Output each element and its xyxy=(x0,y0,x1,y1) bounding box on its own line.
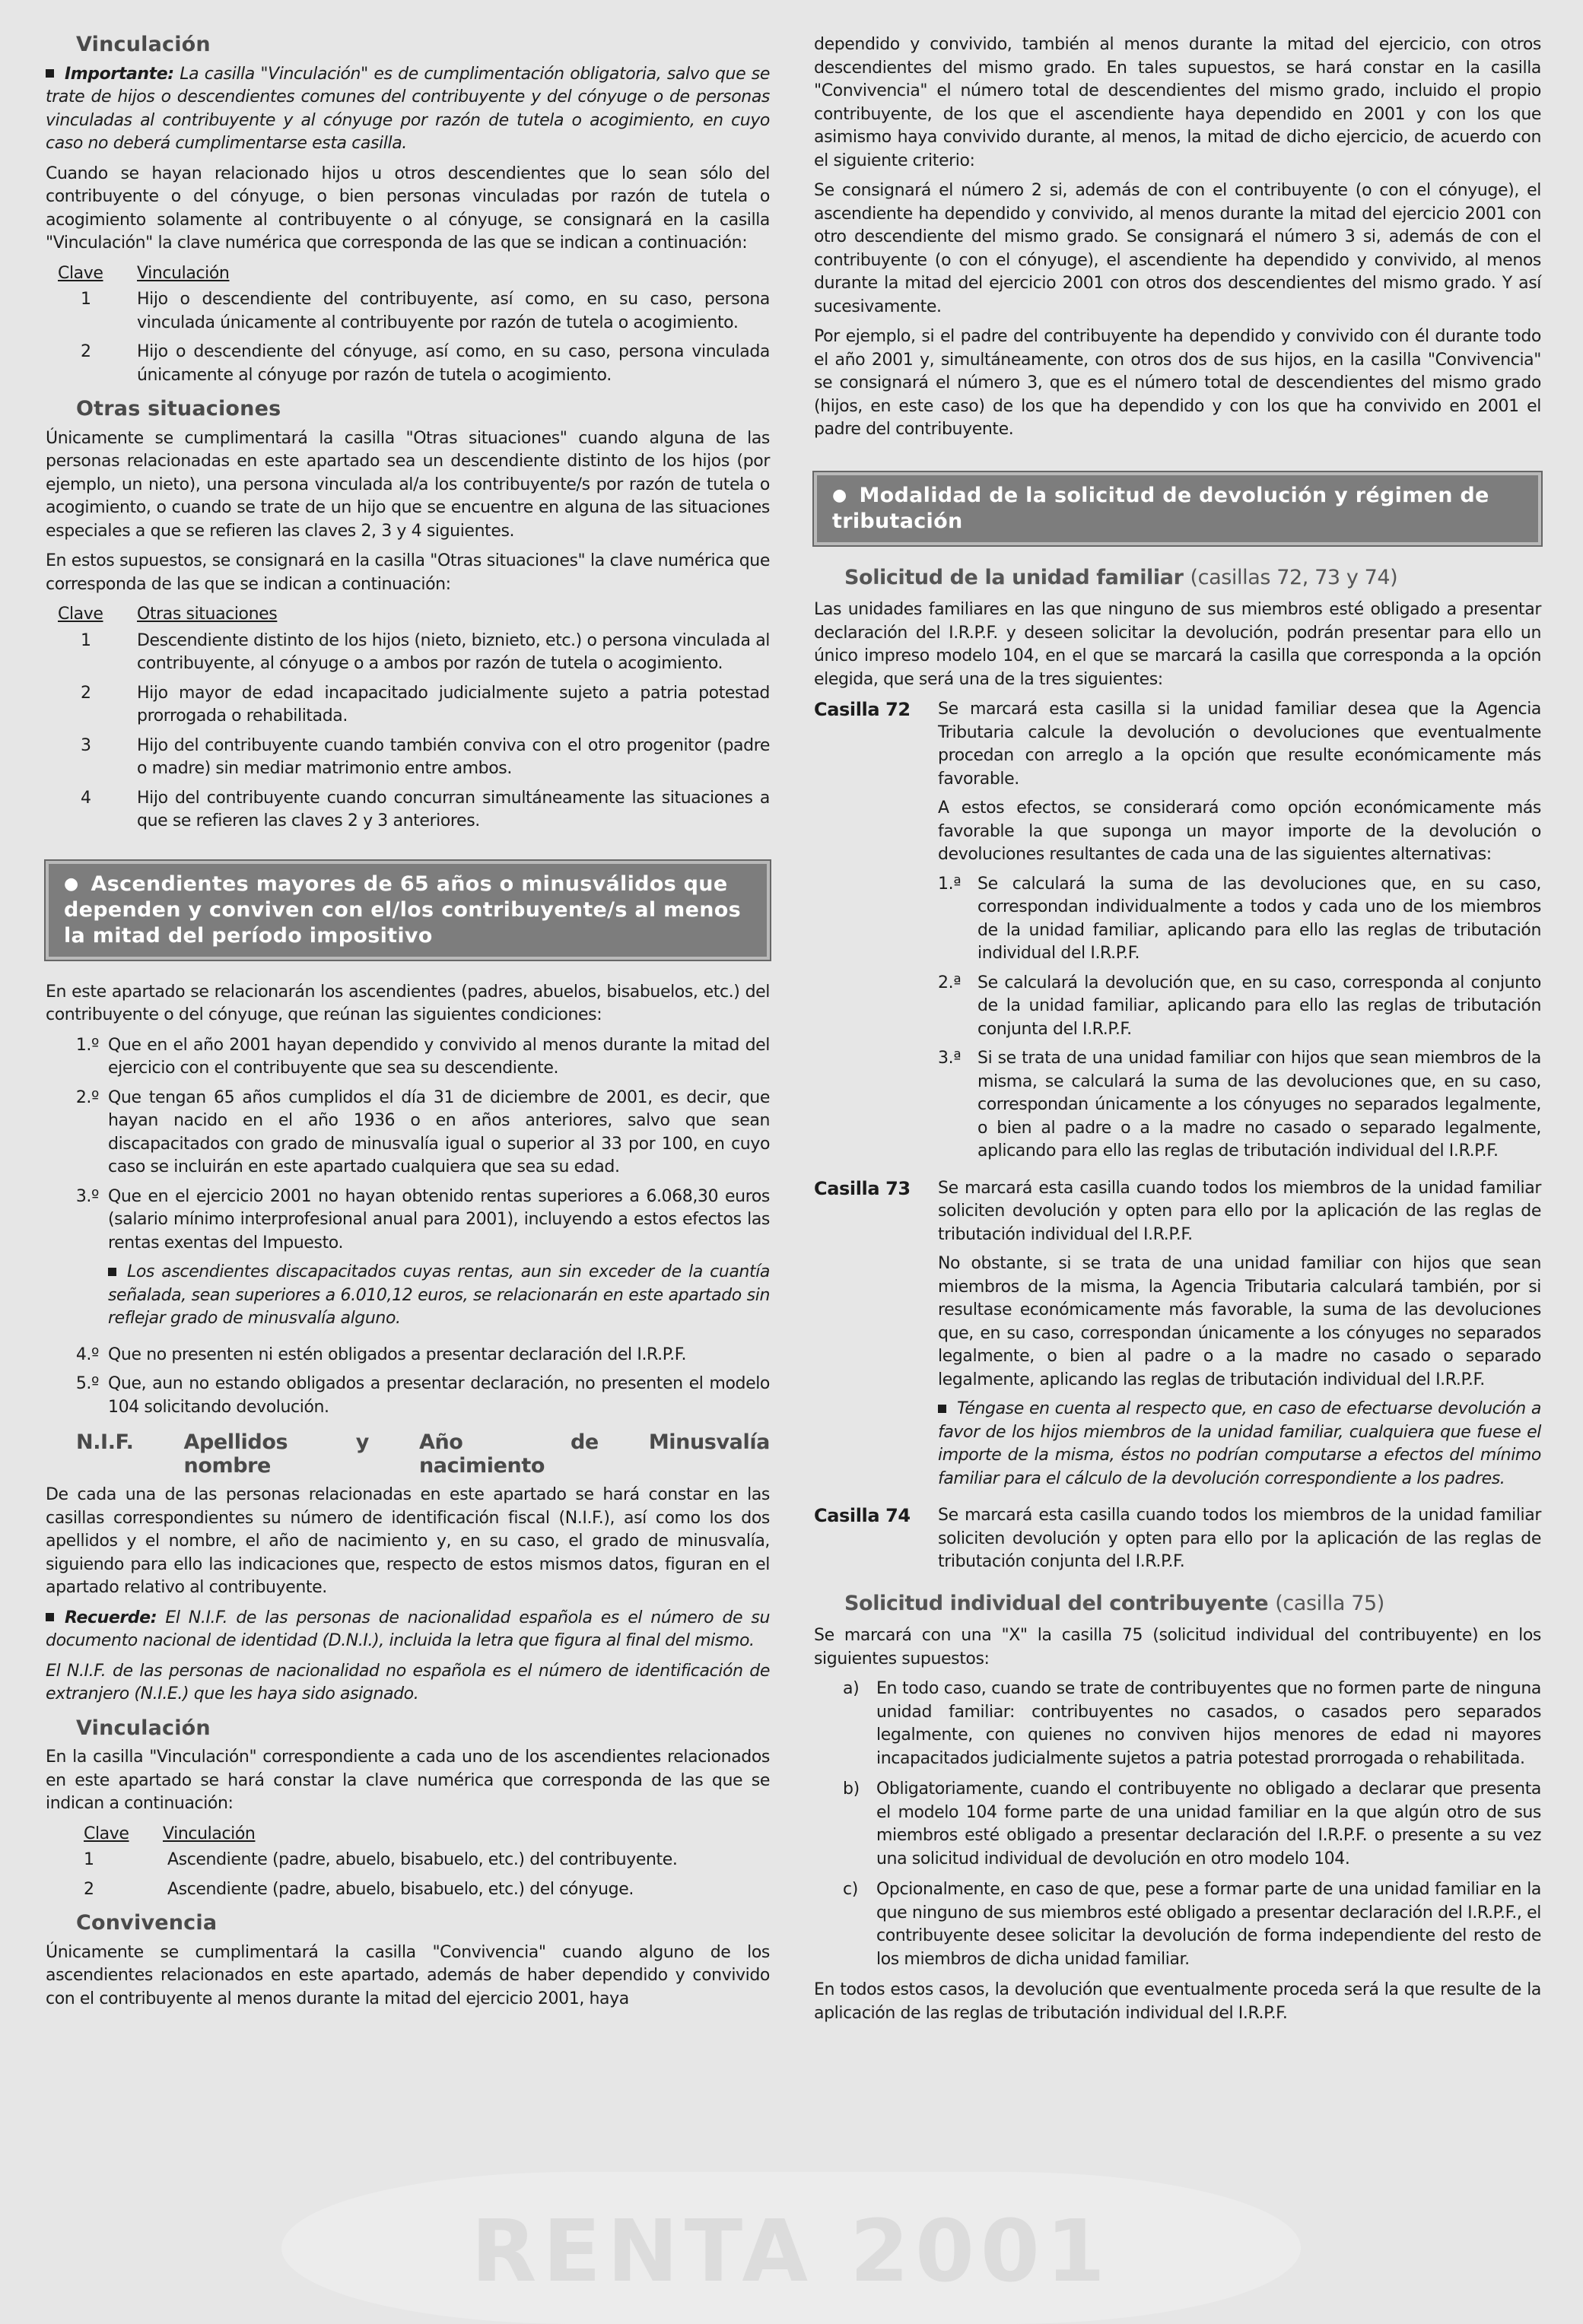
paragraph: A estos efectos, se considerará como opción económicamente más favorable la que suponga un mayor importe de la devolución o devoluciones resultantes de cada una de las siguientes alternativas: xyxy=(938,798,1541,864)
clave-key: 2 xyxy=(84,1879,94,1899)
supuesto-item xyxy=(814,1878,1541,1971)
casilla-label: Casilla 74 xyxy=(814,1505,911,1526)
clave-header xyxy=(84,1823,770,1846)
condition-text: Que tengan 65 años cumplidos el día 31 de diciembre de 2001, es decir, que hayan nacido en el año 1936 o en años anteriores, salvo que sean discapacitados con grado de minusvalía igual o superior al 33 por 100, en cuyo caso se incluirán en este apartado cualquiera que sea su edad. xyxy=(108,1087,770,1176)
casilla-74 xyxy=(814,1504,1541,1580)
clave-value: Hijo o descendiente del contribuyente, así como, en su caso, persona vinculada únicamente al contribuyente por razón de tutela o acogimiento. xyxy=(137,290,770,332)
paragraph: Únicamente se cumplimentará la casilla "Otras situaciones" cuando alguna de las personas relacionadas en este apartado sea un descendiente distinto de los hijos (por ejemplo, un nieto), una persona vinculada al/a los contribuyente/s por razón de tutela o acogimiento, o cuando se trate de un hijo que se encuentre en alguna de las situaciones especiales a que se refieren las claves 2, 3 y 4 siguientes. xyxy=(46,428,770,541)
paragraph: Cuando se hayan relacionado hijos u otros descendientes que lo sean sólo del contribuyente o del cónyuge, o bien personas vinculadas por razón de tutela o acogimiento solamente al contribuyente o al cónyuge, se consignará en la casilla "Vinculación" la clave numérica que corresponda de las que se indican a continuación: xyxy=(46,164,770,252)
clave-header-key: Clave xyxy=(58,605,103,624)
clave-header-label: Vinculación xyxy=(137,263,230,283)
note-cond3 xyxy=(108,1261,770,1331)
paragraph: De cada una de las personas relacionadas en este apartado se hará constar en las casillas correspondientes su número de identificación fiscal (N.I.F.), así como los dos apellidos y el nombre, el año de nacimiento y, en su caso, el grado de minusvalía, siguiendo para ello las indicaciones que, respecto de estos mismos datos, figuran en el apartado relativo al contribuyente. xyxy=(46,1485,770,1597)
clave-key: 1 xyxy=(81,290,91,309)
condition-item xyxy=(46,1186,770,1256)
paragraph: En estos supuestos, se consignará en la casilla "Otras situaciones" la clave numérica que corresponda de las que se indican a continuación: xyxy=(46,551,770,594)
heading-text: Solicitud individual del contribuyente xyxy=(844,1591,1269,1615)
condition-number: 4.º xyxy=(75,1345,99,1364)
alternative-number: 2.ª xyxy=(938,973,962,992)
supuesto-letter: c) xyxy=(843,1880,858,1899)
note-recuerde xyxy=(46,1607,770,1653)
paragraph: Por ejemplo, si el padre del contribuyente ha dependido y convivido con él durante todo el año 2001 y, simultáneamente, con otros dos de sus hijos, en la casilla "Convivencia" se consignará el número 3, que es el número total de descendientes del mismo grado (hijos, en este caso) de los que ha dependido y con los que ha convivido en 2001 el padre del contribuyente. xyxy=(814,327,1541,439)
heading-convivencia: Convivencia xyxy=(76,1911,218,1935)
condition-number: 5.º xyxy=(75,1374,99,1393)
condition-number: 1.º xyxy=(75,1035,99,1055)
heading-vinculacion-ascendientes: Vinculación xyxy=(76,1716,211,1740)
banner-title: Modalidad de la solicitud de devolución y régimen de tributación xyxy=(832,483,1489,533)
paragraph: Se consignará el número 2 si, además de con el contribuyente (o con el cónyuge), el ascendiente ha dependido y convivido, al menos durante la mitad del ejercicio 2001 con otro descendiente del mismo grado. Se consignará el número 3 si, además de con el contribuyente (o con el cónyuge), el ascendiente ha dependido y convivido, al menos durante la mitad del ejercicio 2001 con otros dos descendientes del mismo grado. Y así sucesivamente. xyxy=(814,181,1541,316)
clave-header xyxy=(58,262,770,286)
clave-key: 1 xyxy=(84,1850,94,1869)
clave-value: Ascendiente (padre, abuelo, bisabuelo, etc.) del cónyuge. xyxy=(167,1879,634,1899)
condition-note xyxy=(46,1261,770,1338)
condition-item xyxy=(46,1373,770,1419)
heading-sub: (casilla 75) xyxy=(1275,1591,1384,1615)
casilla-72 xyxy=(814,698,1541,1170)
note-c73 xyxy=(938,1398,1541,1491)
condition-text: Que no presenten ni estén obligados a presentar declaración del I.R.P.F. xyxy=(108,1345,687,1364)
supuesto-letter: a) xyxy=(843,1679,860,1698)
clave-item xyxy=(46,630,770,676)
paragraph: En este apartado se relacionarán los ascendientes (padres, abuelos, bisabuelos, etc.) del contribuyente o del cónyuge, que reúnan las siguientes condiciones: xyxy=(46,982,770,1024)
clave-value: Ascendiente (padre, abuelo, bisabuelo, etc.) del contribuyente. xyxy=(167,1850,678,1869)
note-recuerde-2: El N.I.F. de las personas de nacionalidad no española es el número de identificación de extranjero (N.I.E.) que les haya sido asignado. xyxy=(46,1661,770,1703)
condition-text: Que en el año 2001 hayan dependido y convivido al menos durante la mitad del ejercicio con el contribuyente que sea su descendiente. xyxy=(108,1035,770,1078)
clave-value: Descendiente distinto de los hijos (nieto, biznieto, etc.) o persona vinculada al contribuyente, al cónyuge o a ambos por razón de tutela o acogimiento. xyxy=(137,630,770,673)
alternative-item xyxy=(938,972,1541,1042)
field-nif: N.I.F. xyxy=(76,1430,134,1454)
clave-header xyxy=(58,603,770,627)
note-label: Importante: xyxy=(65,64,174,84)
supuesto-text: Opcionalmente, en caso de que, pese a formar parte de una unidad familiar en la que ninguno de sus miembros esté obligado a presentar declaración del I.R.P.F., el contribuyente desee solicitar la devolución de forma independiente del resto de los miembros de dicha unidad familiar. xyxy=(876,1880,1541,1969)
note-text: Téngase en cuenta al respecto que, en caso de efectuarse devolución a favor de los hijos miembros de la unidad familiar, cualquiera que fuese el importe de la misma, éstos no podrían computarse a efectos del mínimo familiar para el cálculo de la devolución correspondiente a los padres. xyxy=(938,1399,1541,1488)
condition-text: Que, aun no estando obligados a presentar declaración, no presenten el modelo 104 solicitando devolución. xyxy=(108,1374,770,1417)
section-banner-modalidad xyxy=(814,472,1541,545)
clave-item xyxy=(46,682,770,729)
right-column xyxy=(814,33,1541,2032)
clave-key: 4 xyxy=(81,788,91,808)
bullet-dot-icon: ● xyxy=(64,874,79,894)
heading-otras-situaciones: Otras situaciones xyxy=(76,397,281,421)
condition-number: 2.º xyxy=(75,1087,99,1107)
note-text: La casilla "Vinculación" es de cumplimentación obligatoria, salvo que se trate de hijos o descendientes comunes del contribuyente y del cónyuge o de personas vinculadas al contribuyente y al cónyuge por razón de tutela o acogimiento, en cuyo caso no deberá cumplimentarse esta casilla. xyxy=(46,64,770,153)
paragraph: Se marcará esta casilla si la unidad familiar desea que la Agencia Tributaria calcule la devolución o devoluciones que eventualmente procedan con arreglo a la opción que resulte económicamente más favorable. xyxy=(938,700,1541,789)
clave-key: 3 xyxy=(81,735,91,755)
clave-header-key: Clave xyxy=(58,263,103,283)
left-column xyxy=(46,33,770,2018)
clave-item xyxy=(46,787,770,833)
clave-key: 1 xyxy=(81,630,91,650)
watermark-footer xyxy=(281,2172,1301,2324)
note-text: El N.I.F. de las personas de nacionalidad española es el número de su documento nacional de identidad (D.N.I.), incluida la letra que figura al final del mismo. xyxy=(46,1608,771,1650)
alternative-number: 1.ª xyxy=(938,874,962,894)
note-text: Los ascendientes discapacitados cuyas rentas, aun sin exceder de la cuantía señalada, sean superiores a 6.010,12 euros, se relacionarán en este apartado sin reflejar grado de minusvalía alguno. xyxy=(108,1262,770,1328)
supuesto-text: En todo caso, cuando se trate de contribuyentes que no formen parte de ninguna unidad familiar: contribuyentes no casados, o casados pero separados legalmente, con quienes no conviven hijos menores de edad ni mayores incapacitados judicialmente sujetos a patria potestad prorrogada o rehabilitada. xyxy=(876,1679,1541,1768)
bullet-square-icon xyxy=(46,69,54,78)
casilla-73 xyxy=(814,1177,1541,1497)
section-banner-ascendientes xyxy=(46,861,770,960)
paragraph: Se marcará con una "X" la casilla 75 (solicitud individual del contribuyente) en los siguientes supuestos: xyxy=(814,1626,1541,1668)
clave-header-label: Vinculación xyxy=(163,1824,256,1843)
paragraph: Se marcará esta casilla cuando todos los miembros de la unidad familiar soliciten devolución y opten para ello por la aplicación de las reglas de tributación conjunta del I.R.P.F. xyxy=(938,1506,1541,1571)
casilla-label: Casilla 72 xyxy=(814,699,911,720)
condition-text: Que en el ejercicio 2001 no hayan obtenido rentas superiores a 6.068,30 euros (salario mínimo interprofesional anual para 2001), incluyendo a estos efectos las rentas exentas del Impuesto. xyxy=(108,1186,770,1252)
bullet-square-icon xyxy=(108,1268,116,1276)
heading-vinculacion: Vinculación xyxy=(76,33,211,56)
banner-title: Ascendientes mayores de 65 años o minusválidos que dependen y conviven con el/los contribuyente/s al menos la mitad del período impositivo xyxy=(64,872,741,948)
field-headings xyxy=(76,1431,770,1478)
note-importante xyxy=(46,63,770,156)
clave-item xyxy=(46,288,770,335)
bullet-dot-icon: ● xyxy=(832,485,847,505)
condition-item xyxy=(46,1034,770,1081)
clave-value: Hijo mayor de edad incapacitado judicialmente sujeto a patria potestad prorrogada o rehabilitada. xyxy=(137,683,770,725)
field-anio: Año de nacimiento xyxy=(418,1430,599,1478)
clave-item xyxy=(46,341,770,387)
bullet-square-icon xyxy=(46,1613,54,1621)
alternative-text: Se calculará la devolución que, en su caso, corresponda al conjunto de la unidad familiar, aplicando para ello las reglas de tributación conjunta del I.R.P.F. xyxy=(977,973,1541,1039)
clave-item xyxy=(46,1849,770,1872)
clave-key: 2 xyxy=(81,683,91,703)
clave-value: Hijo del contribuyente cuando también conviva con el otro progenitor (padre o madre) sin mediar matrimonio entre ambos. xyxy=(137,735,770,778)
clave-value: Hijo del contribuyente cuando concurran simultáneamente las situaciones a que se refieren las claves 2 y 3 anteriores. xyxy=(137,788,770,830)
alternative-text: Se calculará la suma de las devoluciones que, en su caso, correspondan individualmente a todos y cada uno de los miembros de la unidad familiar, aplicando para ello las reglas de tributación individual del I.R.P.F. xyxy=(977,874,1541,963)
alternative-text: Si se trata de una unidad familiar con hijos que sean miembros de la misma, se calculará la suma de las devoluciones que, en su caso, correspondan únicamente a los cónyuges no separados legalmente, o bien al padre o a la madre no casado o separado legalmente, aplicando para ello las reglas de tributación individual del I.R.P.F. xyxy=(977,1049,1541,1160)
paragraph: Únicamente se cumplimentará la casilla "Convivencia" cuando alguno de los ascendientes relacionados en este apartado, además de haber dependido y convivido con el contribuyente al menos durante la mitad del ejercicio 2001, haya xyxy=(46,1942,770,2008)
bullet-square-icon xyxy=(938,1405,946,1413)
heading-solicitud-individual xyxy=(844,1592,1541,1616)
clave-item xyxy=(46,735,770,781)
watermark-text: RENTA 2001 xyxy=(471,2202,1111,2301)
paragraph: No obstante, si se trata de una unidad familiar con hijos que sean miembros de la misma, la Agencia Tributaria calculará también, por si resultase económicamente más favorable, la suma de las devoluciones que, en su caso, correspondan únicamente a los cónyuges no separados legalmente, o bien al padre o a la madre no casado o separado legalmente, aplicando las reglas de tributación individual del I.R.P.F. xyxy=(938,1254,1541,1389)
condition-item xyxy=(46,1087,770,1179)
paragraph: dependido y convivido, también al menos durante la mitad del ejercicio, con otros descendientes del mismo grado. En tales supuestos, se hará constar en la casilla "Convivencia" el número total de descendientes del mismo grado, incluido el propio contribuyente, de los que el ascendiente haya dependido en 2001 y con los que asimismo haya convivido durante, al menos, la mitad de dicho ejercicio, de acuerdo con el siguiente criterio: xyxy=(814,35,1541,170)
clave-item xyxy=(46,1878,770,1902)
alternative-item xyxy=(938,1047,1541,1164)
heading-unidad-familiar xyxy=(844,567,1541,590)
paragraph: Se marcará esta casilla cuando todos los miembros de la unidad familiar soliciten devolución y opten para ello por la aplicación de las reglas de tributación individual del I.R.P.F. xyxy=(938,1178,1541,1244)
clave-header-key: Clave xyxy=(84,1824,129,1843)
heading-text: Solicitud de la unidad familiar xyxy=(844,565,1184,589)
note-label: Recuerde: xyxy=(65,1608,157,1627)
field-apellidos: Apellidos y nombre xyxy=(183,1430,369,1478)
condition-number: 3.º xyxy=(75,1186,99,1206)
alternative-item xyxy=(938,873,1541,966)
supuesto-text: Obligatoriamente, cuando el contribuyente no obligado a declarar que presenta el modelo 104 forme parte de una unidad familiar en la que algún otro de sus miembros esté obligado a presentar declaración del I.R.P.F. o presente a su vez una solicitud individual de devolución en otro modelo 104. xyxy=(876,1780,1541,1868)
alternative-number: 3.ª xyxy=(938,1049,962,1068)
supuesto-item xyxy=(814,1678,1541,1770)
clave-key: 2 xyxy=(81,342,91,361)
casilla-label: Casilla 73 xyxy=(814,1177,911,1199)
clave-value: Hijo o descendiente del cónyuge, así como, en su caso, persona vinculada únicamente al cónyuge por razón de tutela o acogimiento. xyxy=(137,342,770,385)
paragraph: En todos estos casos, la devolución que eventualmente proceda será la que resulte de la aplicación de las reglas de tributación individual del I.R.P.F. xyxy=(814,1980,1541,2023)
heading-sub: (casillas 72, 73 y 74) xyxy=(1190,565,1398,589)
clave-header-label: Otras situaciones xyxy=(137,605,278,624)
supuesto-letter: b) xyxy=(843,1780,860,1799)
supuesto-item xyxy=(814,1778,1541,1871)
condition-item xyxy=(46,1344,770,1367)
paragraph: Las unidades familiares en las que ninguno de sus miembros esté obligado a presentar declaración del I.R.P.F. y deseen solicitar la devolución, podrán presentar para ello un único impreso modelo 104, en el que se marcará la casilla que corresponda a la opción elegida, que será una de la tres siguientes: xyxy=(814,600,1541,689)
field-minusvalia: Minusvalía xyxy=(648,1430,770,1454)
paragraph: En la casilla "Vinculación" correspondiente a cada uno de los ascendientes relacionados en este apartado se hará constar la clave numérica que corresponda de las que se indican a continuación: xyxy=(46,1748,770,1813)
